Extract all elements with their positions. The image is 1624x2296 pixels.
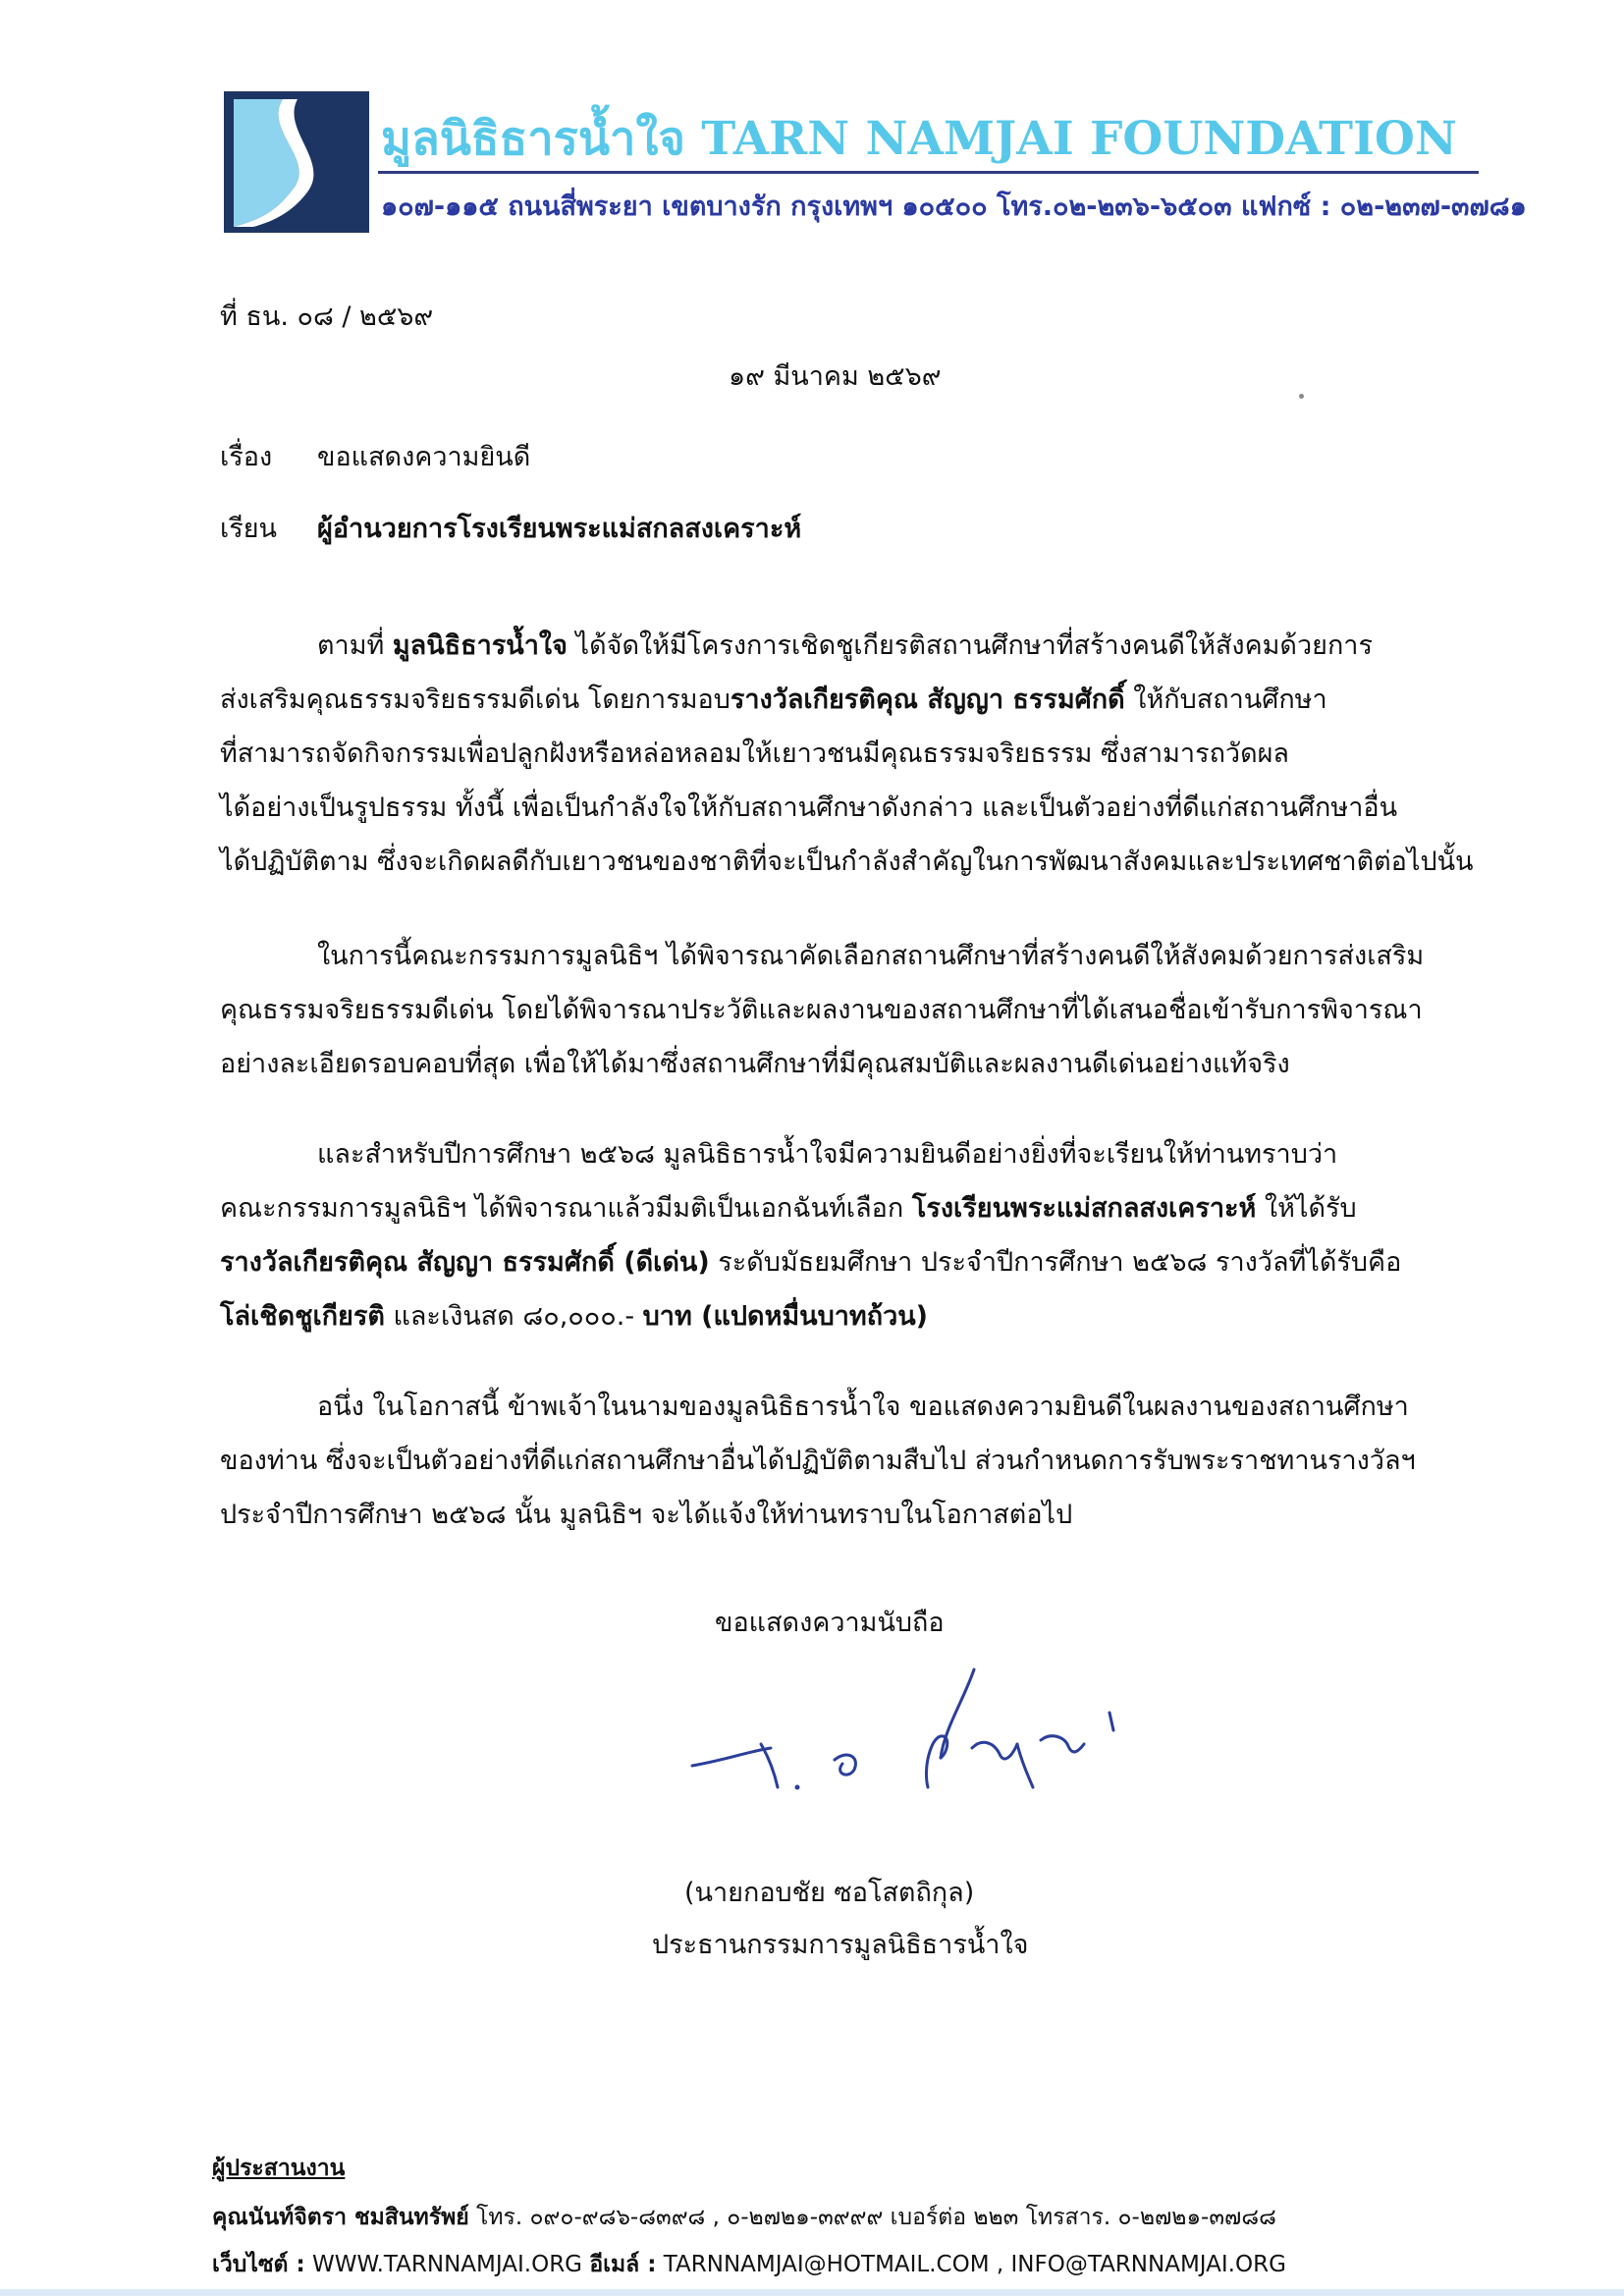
foundation-name: มูลนิธิธารน้ำใจ TARN NAMJAI FOUNDATION — [381, 112, 1457, 166]
website-link[interactable]: WWW.TARNNAMJAI.ORG — [304, 2252, 590, 2277]
recipient-value: ผู้อำนวยการโรงเรียนพระแม่สกลสงเคราะห์ — [317, 514, 802, 544]
scan-edge-band — [0, 2289, 1624, 2296]
text-run-bold: โรงเรียนพระแม่สกลสงเคราะห์ — [911, 1193, 1257, 1224]
signer-name: (นายกอบชัย ซอโสตถิกุล) — [684, 1878, 975, 1908]
paragraph-line: ได้ปฏิบัติตาม ซึ่งจะเกิดผลดีกับเยาวชนของชาติที่จะเป็นกำลังสำคัญในการพัฒนาสังคมและประเทศชาติต่อไปนั้น — [220, 847, 1474, 877]
paragraph-4 — [220, 1380, 1416, 1542]
coordinator-contact — [212, 2200, 1276, 2235]
text-run: ให้ได้รับ — [1256, 1193, 1357, 1224]
text-run: ระดับมัธยมศึกษา ประจำปีการศึกษา ๒๕๖๘ รางวัลที่ได้รับคือ — [709, 1247, 1402, 1278]
paragraph-line — [220, 673, 1474, 727]
text-run: และเงินสด ๘๐,๐๐๐.- — [384, 1301, 643, 1332]
text-run: ให้กับสถานศึกษา — [1124, 684, 1327, 715]
coordinator-name: คุณนันท์จิตรา ชมสินทรัพย์ — [212, 2205, 469, 2230]
reference-number: ที่ ธน. ๐๘ / ๒๕๖๙ — [220, 301, 434, 332]
paragraph-line: ที่สามารถจัดกิจกรรมเพื่อปลูกฝังหรือหล่อหลอมให้เยาวชนมีคุณธรรมจริยธรรม ซึ่งสามารถวัดผล — [220, 738, 1289, 769]
text-run-bold: บาท (แปดหมื่นบาทถ้วน) — [642, 1301, 929, 1332]
paragraph-line: อนึ่ง ในโอกาสนี้ ข้าพเจ้าในนามของมูลนิธิธารน้ำใจ ขอแสดงความยินดีในผลงานของสถานศึกษา — [317, 1392, 1409, 1422]
subject-label: เรื่อง — [220, 442, 273, 472]
foundation-logo — [224, 91, 369, 233]
text-run-bold: มูลนิธิธารน้ำใจ — [392, 630, 568, 661]
paragraph-line: ของท่าน ซึ่งจะเป็นตัวอย่างที่ดีแก่สถานศึกษาอื่นได้ปฏิบัติตามสืบไป ส่วนกำหนดการรับพระราชทานรางวัลฯ — [220, 1446, 1416, 1476]
paragraph-1 — [220, 619, 1474, 889]
closing-salutation: ขอแสดงความนับถือ — [715, 1608, 945, 1638]
wave-logo-icon — [224, 91, 369, 233]
text-run-bold: โล่เชิดชูเกียรติ — [220, 1301, 385, 1332]
text-run-bold: รางวัลเกียรติคุณ สัญญา ธรรมศักดิ์ (ดีเด่น) — [220, 1247, 710, 1278]
paragraph-line: อย่างละเอียดรอบคอบที่สุด เพื่อให้ได้มาซึ่งสถานศึกษาที่มีคุณสมบัติและผลงานดีเด่นอย่างแท้จริง — [220, 1049, 1290, 1079]
signer-position: ประธานกรรมการมูลนิธิธารน้ำใจ — [652, 1930, 1029, 1960]
paragraph-3 — [220, 1127, 1401, 1343]
paragraph-line: และสำหรับปีการศึกษา ๒๕๖๘ มูลนิธิธารน้ำใจมีความยินดีอย่างยิ่งที่จะเรียนให้ท่านทราบว่า — [317, 1139, 1338, 1170]
paragraph-line: ในการนี้คณะกรรมการมูลนิธิฯ ได้พิจารณาคัดเลือกสถานศึกษาที่สร้างคนดีให้สังคมด้วยการส่งเสริม — [317, 941, 1425, 971]
foundation-address: ๑๐๗-๑๑๕ ถนนสี่พระยา เขตบางรัก กรุงเทพฯ ๑๐๕๐๐ โทร.๐๒-๒๓๖-๖๕๐๓ แฟกซ์ : ๐๒-๒๓๗-๓๗๘๑ — [381, 191, 1527, 222]
subject-value: ขอแสดงความยินดี — [317, 442, 531, 472]
handwritten-signature — [687, 1650, 1139, 1807]
paragraph-2 — [220, 929, 1424, 1091]
paragraph-line: ประจำปีการศึกษา ๒๕๖๘ นั้น มูลนิธิฯ จะได้แจ้งให้ท่านทราบในโอกาสต่อไป — [220, 1500, 1073, 1530]
paragraph-line — [220, 1181, 1401, 1235]
text-run: ส่งเสริมคุณธรรมจริยธรรมดีเด่น โดยการมอบ — [220, 684, 731, 715]
letterhead-divider — [378, 171, 1479, 174]
coordinator-heading: ผู้ประสานงาน — [212, 2156, 346, 2181]
text-run: ได้จัดให้มีโครงการเชิดชูเกียรติสถานศึกษาที่สร้างคนดีให้สังคมด้วยการ — [567, 630, 1373, 661]
paragraph-line — [220, 1235, 1401, 1289]
paragraph-line — [220, 1289, 1401, 1343]
coordinator-phones: โทร. ๐๙๐-๙๘๖-๘๓๙๘ , ๐-๒๗๒๑-๓๙๙๙ เบอร์ต่อ ๒๒๓ โทรสาร. ๐-๒๗๒๑-๓๗๘๘ — [468, 2205, 1276, 2230]
website-label: เว็บไซต์ : — [212, 2252, 305, 2277]
paragraph-line: ได้อย่างเป็นรูปธรรม ทั้งนี้ เพื่อเป็นกำลังใจให้กับสถานศึกษาดังกล่าว และเป็นตัวอย่างที่ดีแก่สถานศึกษาอื่น — [220, 793, 1398, 823]
email-links[interactable]: TARNNAMJAI@HOTMAIL.COM , INFO@TARNNAMJAI.ORG — [656, 2252, 1286, 2277]
paragraph-line — [220, 619, 1474, 673]
paragraph-line: คุณธรรมจริยธรรมดีเด่น โดยได้พิจารณาประวัติและผลงานของสถานศึกษาที่ได้เสนอชื่อเข้ารับการพิจารณา — [220, 995, 1423, 1025]
scan-speck — [1299, 394, 1304, 399]
email-label: อีเมล์ : — [589, 2252, 657, 2277]
website-email-line — [212, 2247, 1286, 2282]
text-run: ตามที่ — [317, 630, 393, 661]
letter-date: ๑๙ มีนาคม ๒๕๖๙ — [729, 361, 942, 392]
text-run: คณะกรรมการมูลนิธิฯ ได้พิจารณาแล้วมีมติเป็นเอกฉันท์เลือก — [220, 1193, 912, 1224]
recipient-label: เรียน — [220, 514, 278, 544]
text-run-bold: รางวัลเกียรติคุณ สัญญา ธรรมศักดิ์ — [730, 684, 1125, 715]
